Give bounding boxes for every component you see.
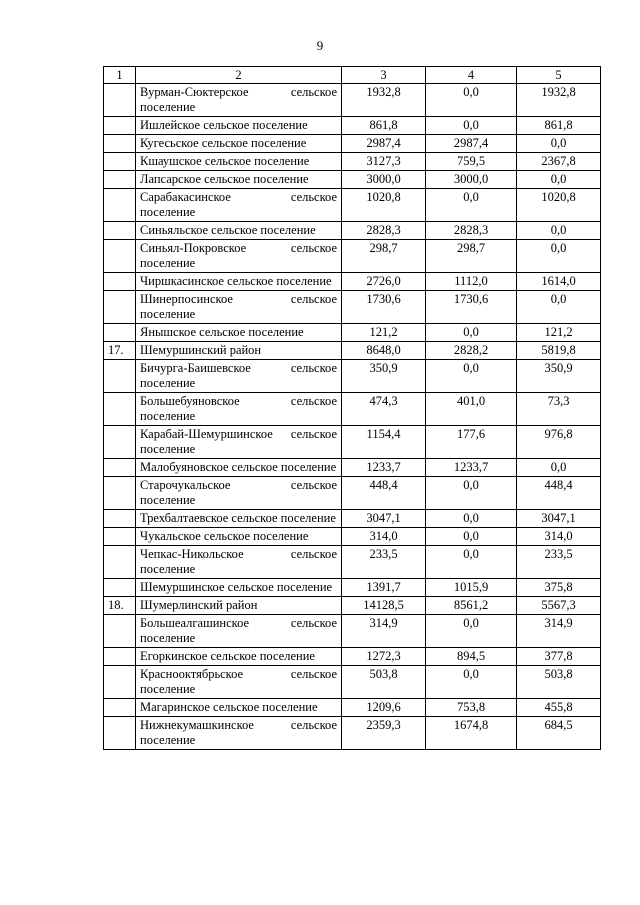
value-col5-cell: 5819,8 [517,342,601,360]
row-index-cell: 17. [104,342,136,360]
value-col3-cell: 1154,4 [342,426,426,459]
value-col4-cell: 0,0 [426,84,517,117]
row-index-cell [104,240,136,273]
value-col3-cell: 503,8 [342,666,426,699]
table-row [104,648,601,666]
value-col5-cell: 375,8 [517,579,601,597]
settlement-name-cell: Шумерлинский район [136,597,342,615]
row-index-cell [104,189,136,222]
table-row [104,426,601,459]
value-col4-cell: 1233,7 [426,459,517,477]
value-col4-cell: 0,0 [426,528,517,546]
row-index-cell [104,153,136,171]
value-col4-cell: 753,8 [426,699,517,717]
row-index-cell [104,291,136,324]
value-col4-cell: 3000,0 [426,171,517,189]
settlement-name-cell: Трехбалтаевское сельское поселение [136,510,342,528]
row-index-cell [104,615,136,648]
value-col3-cell: 3127,3 [342,153,426,171]
value-col4-cell: 0,0 [426,360,517,393]
value-col3-cell: 448,4 [342,477,426,510]
value-col4-cell: 1015,9 [426,579,517,597]
value-col5-cell: 0,0 [517,291,601,324]
table-row [104,291,601,324]
table-row [104,717,601,750]
table-row [104,459,601,477]
table-row [104,699,601,717]
settlement-name-cell: Кугесьское сельское поселение [136,135,342,153]
settlement-name-cell: Чепкас-Никольское сельское поселение [136,546,342,579]
settlement-name-cell: Ишлейское сельское поселение [136,117,342,135]
table-row [104,84,601,117]
row-index-cell [104,135,136,153]
settlement-name-cell: Большебуяновское сельское поселение [136,393,342,426]
value-col5-cell: 0,0 [517,459,601,477]
row-index-cell [104,717,136,750]
table-row [104,117,601,135]
row-index-cell [104,579,136,597]
value-col3-cell: 474,3 [342,393,426,426]
table-row [104,171,601,189]
table-row [104,222,601,240]
table-row [104,240,601,273]
table-row [104,324,601,342]
table-row [104,360,601,393]
settlement-name-cell: Бичурга-Баишевское сельское поселение [136,360,342,393]
column-header: 2 [136,67,342,84]
settlement-name-cell: Шемуршинское сельское поселение [136,579,342,597]
table-row [104,189,601,222]
table-row [104,546,601,579]
row-index-cell: 18. [104,597,136,615]
table-header-row [104,67,601,84]
value-col3-cell: 1391,7 [342,579,426,597]
settlement-name-cell: Шемуршинский район [136,342,342,360]
table-row [104,615,601,648]
value-col3-cell: 861,8 [342,117,426,135]
value-col5-cell: 0,0 [517,240,601,273]
value-col3-cell: 1209,6 [342,699,426,717]
value-col4-cell: 0,0 [426,666,517,699]
table-row [104,153,601,171]
table-row [104,528,601,546]
value-col5-cell: 861,8 [517,117,601,135]
column-header: 5 [517,67,601,84]
settlement-name-cell: Синьял-Покровское сельское поселение [136,240,342,273]
table-row [104,342,601,360]
value-col4-cell: 0,0 [426,324,517,342]
value-col3-cell: 1020,8 [342,189,426,222]
value-col3-cell: 298,7 [342,240,426,273]
value-col3-cell: 2828,3 [342,222,426,240]
value-col3-cell: 3047,1 [342,510,426,528]
settlement-name-cell: Шинерпосинское сельское поселение [136,291,342,324]
page-number: 9 [316,38,324,53]
value-col5-cell: 350,9 [517,360,601,393]
value-col3-cell: 1730,6 [342,291,426,324]
row-index-cell [104,528,136,546]
table-body [104,84,601,750]
value-col4-cell: 401,0 [426,393,517,426]
settlement-name-cell: Лапсарское сельское поселение [136,171,342,189]
settlement-name-cell: Кшаушское сельское поселение [136,153,342,171]
row-index-cell [104,360,136,393]
value-col4-cell: 0,0 [426,510,517,528]
table-row [104,597,601,615]
value-col4-cell: 1674,8 [426,717,517,750]
settlement-name-cell: Краснооктябрьское сельское поселение [136,666,342,699]
value-col3-cell: 314,9 [342,615,426,648]
column-header: 4 [426,67,517,84]
column-header: 3 [342,67,426,84]
value-col4-cell: 0,0 [426,189,517,222]
value-col4-cell: 1730,6 [426,291,517,324]
table-row [104,477,601,510]
value-col4-cell: 759,5 [426,153,517,171]
table-row [104,510,601,528]
row-index-cell [104,459,136,477]
settlement-name-cell: Старочукальское сельское поселение [136,477,342,510]
settlement-name-cell: Егоркинское сельское поселение [136,648,342,666]
value-col5-cell: 976,8 [517,426,601,459]
value-col5-cell: 0,0 [517,222,601,240]
row-index-cell [104,666,136,699]
budget-table [103,66,601,750]
value-col3-cell: 233,5 [342,546,426,579]
value-col5-cell: 503,8 [517,666,601,699]
value-col4-cell: 2828,3 [426,222,517,240]
value-col5-cell: 314,0 [517,528,601,546]
value-col3-cell: 1272,3 [342,648,426,666]
row-index-cell [104,222,136,240]
value-col3-cell: 314,0 [342,528,426,546]
settlement-name-cell: Нижнекумашкинское сельское поселение [136,717,342,750]
row-index-cell [104,84,136,117]
value-col5-cell: 684,5 [517,717,601,750]
row-index-cell [104,426,136,459]
value-col4-cell: 1112,0 [426,273,517,291]
value-col4-cell: 0,0 [426,546,517,579]
value-col3-cell: 121,2 [342,324,426,342]
row-index-cell [104,324,136,342]
settlement-name-cell: Большеалгашинское сельское поселение [136,615,342,648]
row-index-cell [104,393,136,426]
value-col3-cell: 2987,4 [342,135,426,153]
value-col5-cell: 0,0 [517,135,601,153]
value-col4-cell: 298,7 [426,240,517,273]
value-col5-cell: 448,4 [517,477,601,510]
row-index-cell [104,273,136,291]
value-col5-cell: 3047,1 [517,510,601,528]
value-col5-cell: 314,9 [517,615,601,648]
settlement-name-cell: Магаринское сельское поселение [136,699,342,717]
settlement-name-cell: Чиршкасинское сельское поселение [136,273,342,291]
value-col5-cell: 2367,8 [517,153,601,171]
settlement-name-cell: Чукальское сельское поселение [136,528,342,546]
value-col5-cell: 455,8 [517,699,601,717]
value-col4-cell: 0,0 [426,477,517,510]
value-col5-cell: 1932,8 [517,84,601,117]
value-col3-cell: 2359,3 [342,717,426,750]
value-col3-cell: 8648,0 [342,342,426,360]
value-col5-cell: 377,8 [517,648,601,666]
settlement-name-cell: Янышское сельское поселение [136,324,342,342]
table-row [104,579,601,597]
row-index-cell [104,117,136,135]
value-col4-cell: 177,6 [426,426,517,459]
value-col4-cell: 0,0 [426,117,517,135]
value-col5-cell: 73,3 [517,393,601,426]
row-index-cell [104,510,136,528]
value-col5-cell: 233,5 [517,546,601,579]
value-col3-cell: 350,9 [342,360,426,393]
value-col4-cell: 0,0 [426,615,517,648]
settlement-name-cell: Вурман-Сюктерское сельское поселение [136,84,342,117]
value-col5-cell: 0,0 [517,171,601,189]
settlement-name-cell: Сарабакасинское сельское поселение [136,189,342,222]
row-index-cell [104,477,136,510]
value-col3-cell: 1932,8 [342,84,426,117]
column-header: 1 [104,67,136,84]
value-col5-cell: 121,2 [517,324,601,342]
settlement-name-cell: Синьяльское сельское поселение [136,222,342,240]
value-col3-cell: 1233,7 [342,459,426,477]
value-col5-cell: 5567,3 [517,597,601,615]
value-col3-cell: 14128,5 [342,597,426,615]
value-col4-cell: 8561,2 [426,597,517,615]
value-col4-cell: 2987,4 [426,135,517,153]
value-col5-cell: 1020,8 [517,189,601,222]
settlement-name-cell: Малобуяновское сельское поселение [136,459,342,477]
value-col5-cell: 1614,0 [517,273,601,291]
row-index-cell [104,546,136,579]
row-index-cell [104,171,136,189]
table-row [104,135,601,153]
table-row [104,393,601,426]
settlement-name-cell: Карабай-Шемуршинское сельское поселение [136,426,342,459]
row-index-cell [104,648,136,666]
table-row [104,666,601,699]
value-col3-cell: 3000,0 [342,171,426,189]
table-row [104,273,601,291]
row-index-cell [104,699,136,717]
value-col4-cell: 2828,2 [426,342,517,360]
value-col4-cell: 894,5 [426,648,517,666]
value-col3-cell: 2726,0 [342,273,426,291]
